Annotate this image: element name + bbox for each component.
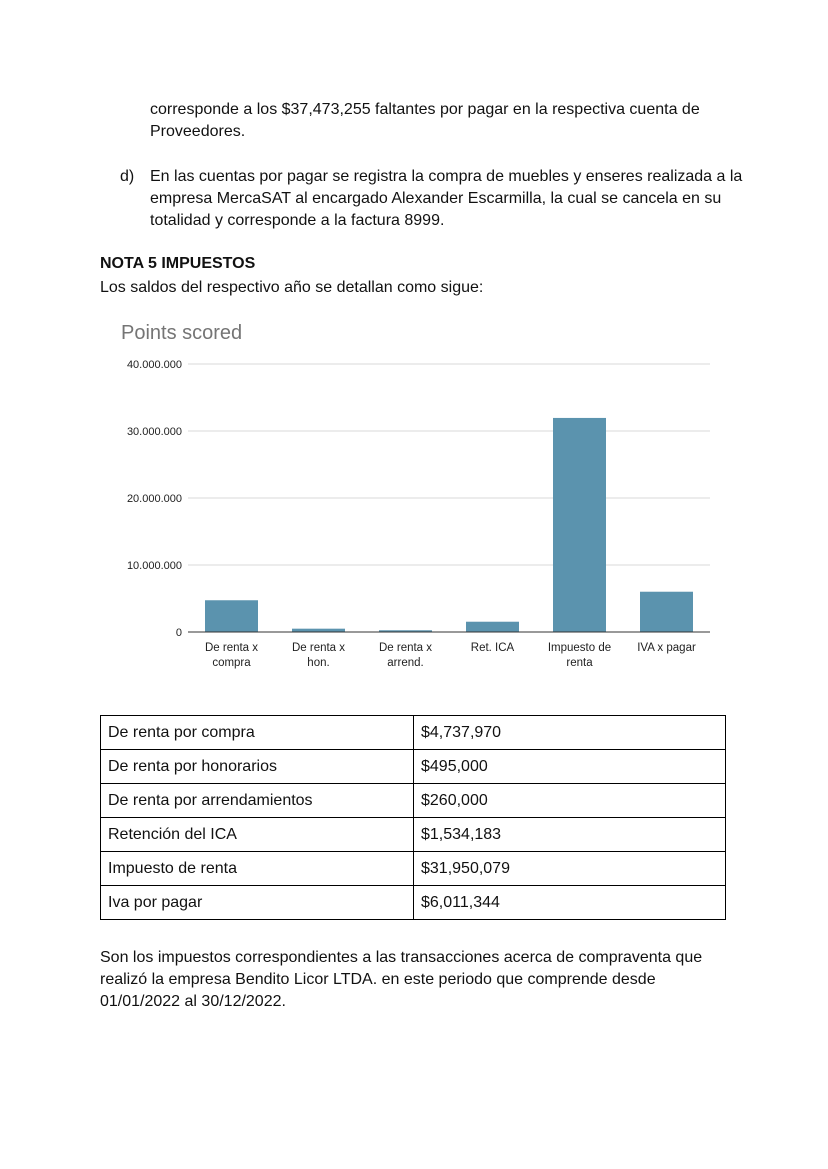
list-item-text: En las cuentas por pagar se registra la compra de muebles y enseres realizada a la empresa MercaSAT al encargado Alexander Escarmilla, la cual se cancela en su totalidad y corresponde a la factura 8999. xyxy=(150,168,743,229)
x-tick-label: De renta x xyxy=(378,642,433,654)
table-row xyxy=(101,716,726,750)
table-row xyxy=(101,818,726,852)
table-row xyxy=(101,750,726,784)
tax-label-cell: De renta por compra xyxy=(101,716,414,750)
chart-title: Points scored xyxy=(121,322,243,344)
table-row xyxy=(101,784,726,818)
y-tick-label: 30.000.000 xyxy=(126,426,182,438)
note-intro: Los saldos del respectivo año se detallan como sigue: xyxy=(100,279,484,296)
tax-label-cell: De renta por arrendamientos xyxy=(101,784,414,818)
x-tick-label: compra xyxy=(212,657,251,669)
tax-label-cell: Retención del ICA xyxy=(101,818,414,852)
y-tick-label: 20.000.000 xyxy=(126,493,182,505)
x-tick-label: Ret. ICA xyxy=(470,642,515,654)
bar xyxy=(553,418,606,632)
x-tick-label: IVA x pagar xyxy=(637,642,696,654)
x-tick-label: hon. xyxy=(307,657,330,669)
y-tick-label: 0 xyxy=(175,627,182,639)
tax-label-cell: De renta por honorarios xyxy=(101,750,414,784)
x-tick-label: Impuesto de xyxy=(547,642,612,654)
tax-value-cell: $31,950,079 xyxy=(414,852,726,886)
table-row xyxy=(101,852,726,886)
x-tick-label: De renta x xyxy=(204,642,259,654)
bar xyxy=(205,600,258,632)
tax-value-cell: $495,000 xyxy=(414,750,726,784)
bar xyxy=(466,622,519,632)
taxes-table xyxy=(100,715,726,920)
chart-svg xyxy=(100,310,720,680)
closing-paragraph: Son los impuestos correspondientes a las transacciones acerca de compraventa que realizó la empresa Bendito Licor LTDA. en este periodo que comprende desde 01/01/2022 al 30/12/2022. xyxy=(100,949,703,1010)
continuation-paragraph: corresponde a los $37,473,255 faltantes por pagar en la respectiva cuenta de Proveedores. xyxy=(150,101,700,140)
y-tick-label: 10.000.000 xyxy=(126,560,182,572)
x-tick-label: arrend. xyxy=(387,657,424,669)
x-tick-label: De renta x xyxy=(291,642,346,654)
tax-value-cell: $1,534,183 xyxy=(414,818,726,852)
bar xyxy=(640,592,693,632)
tax-value-cell: $4,737,970 xyxy=(414,716,726,750)
tax-label-cell: Impuesto de renta xyxy=(101,852,414,886)
tax-value-cell: $260,000 xyxy=(414,784,726,818)
y-tick-label: 40.000.000 xyxy=(126,359,182,371)
list-item-marker: d) xyxy=(120,168,135,185)
tax-value-cell: $6,011,344 xyxy=(414,886,726,920)
table-row xyxy=(101,886,726,920)
bar-chart xyxy=(100,310,720,680)
x-tick-label: renta xyxy=(566,657,593,669)
note-heading: NOTA 5 IMPUESTOS xyxy=(100,255,256,272)
list-item-d xyxy=(120,166,750,232)
tax-label-cell: Iva por pagar xyxy=(101,886,414,920)
